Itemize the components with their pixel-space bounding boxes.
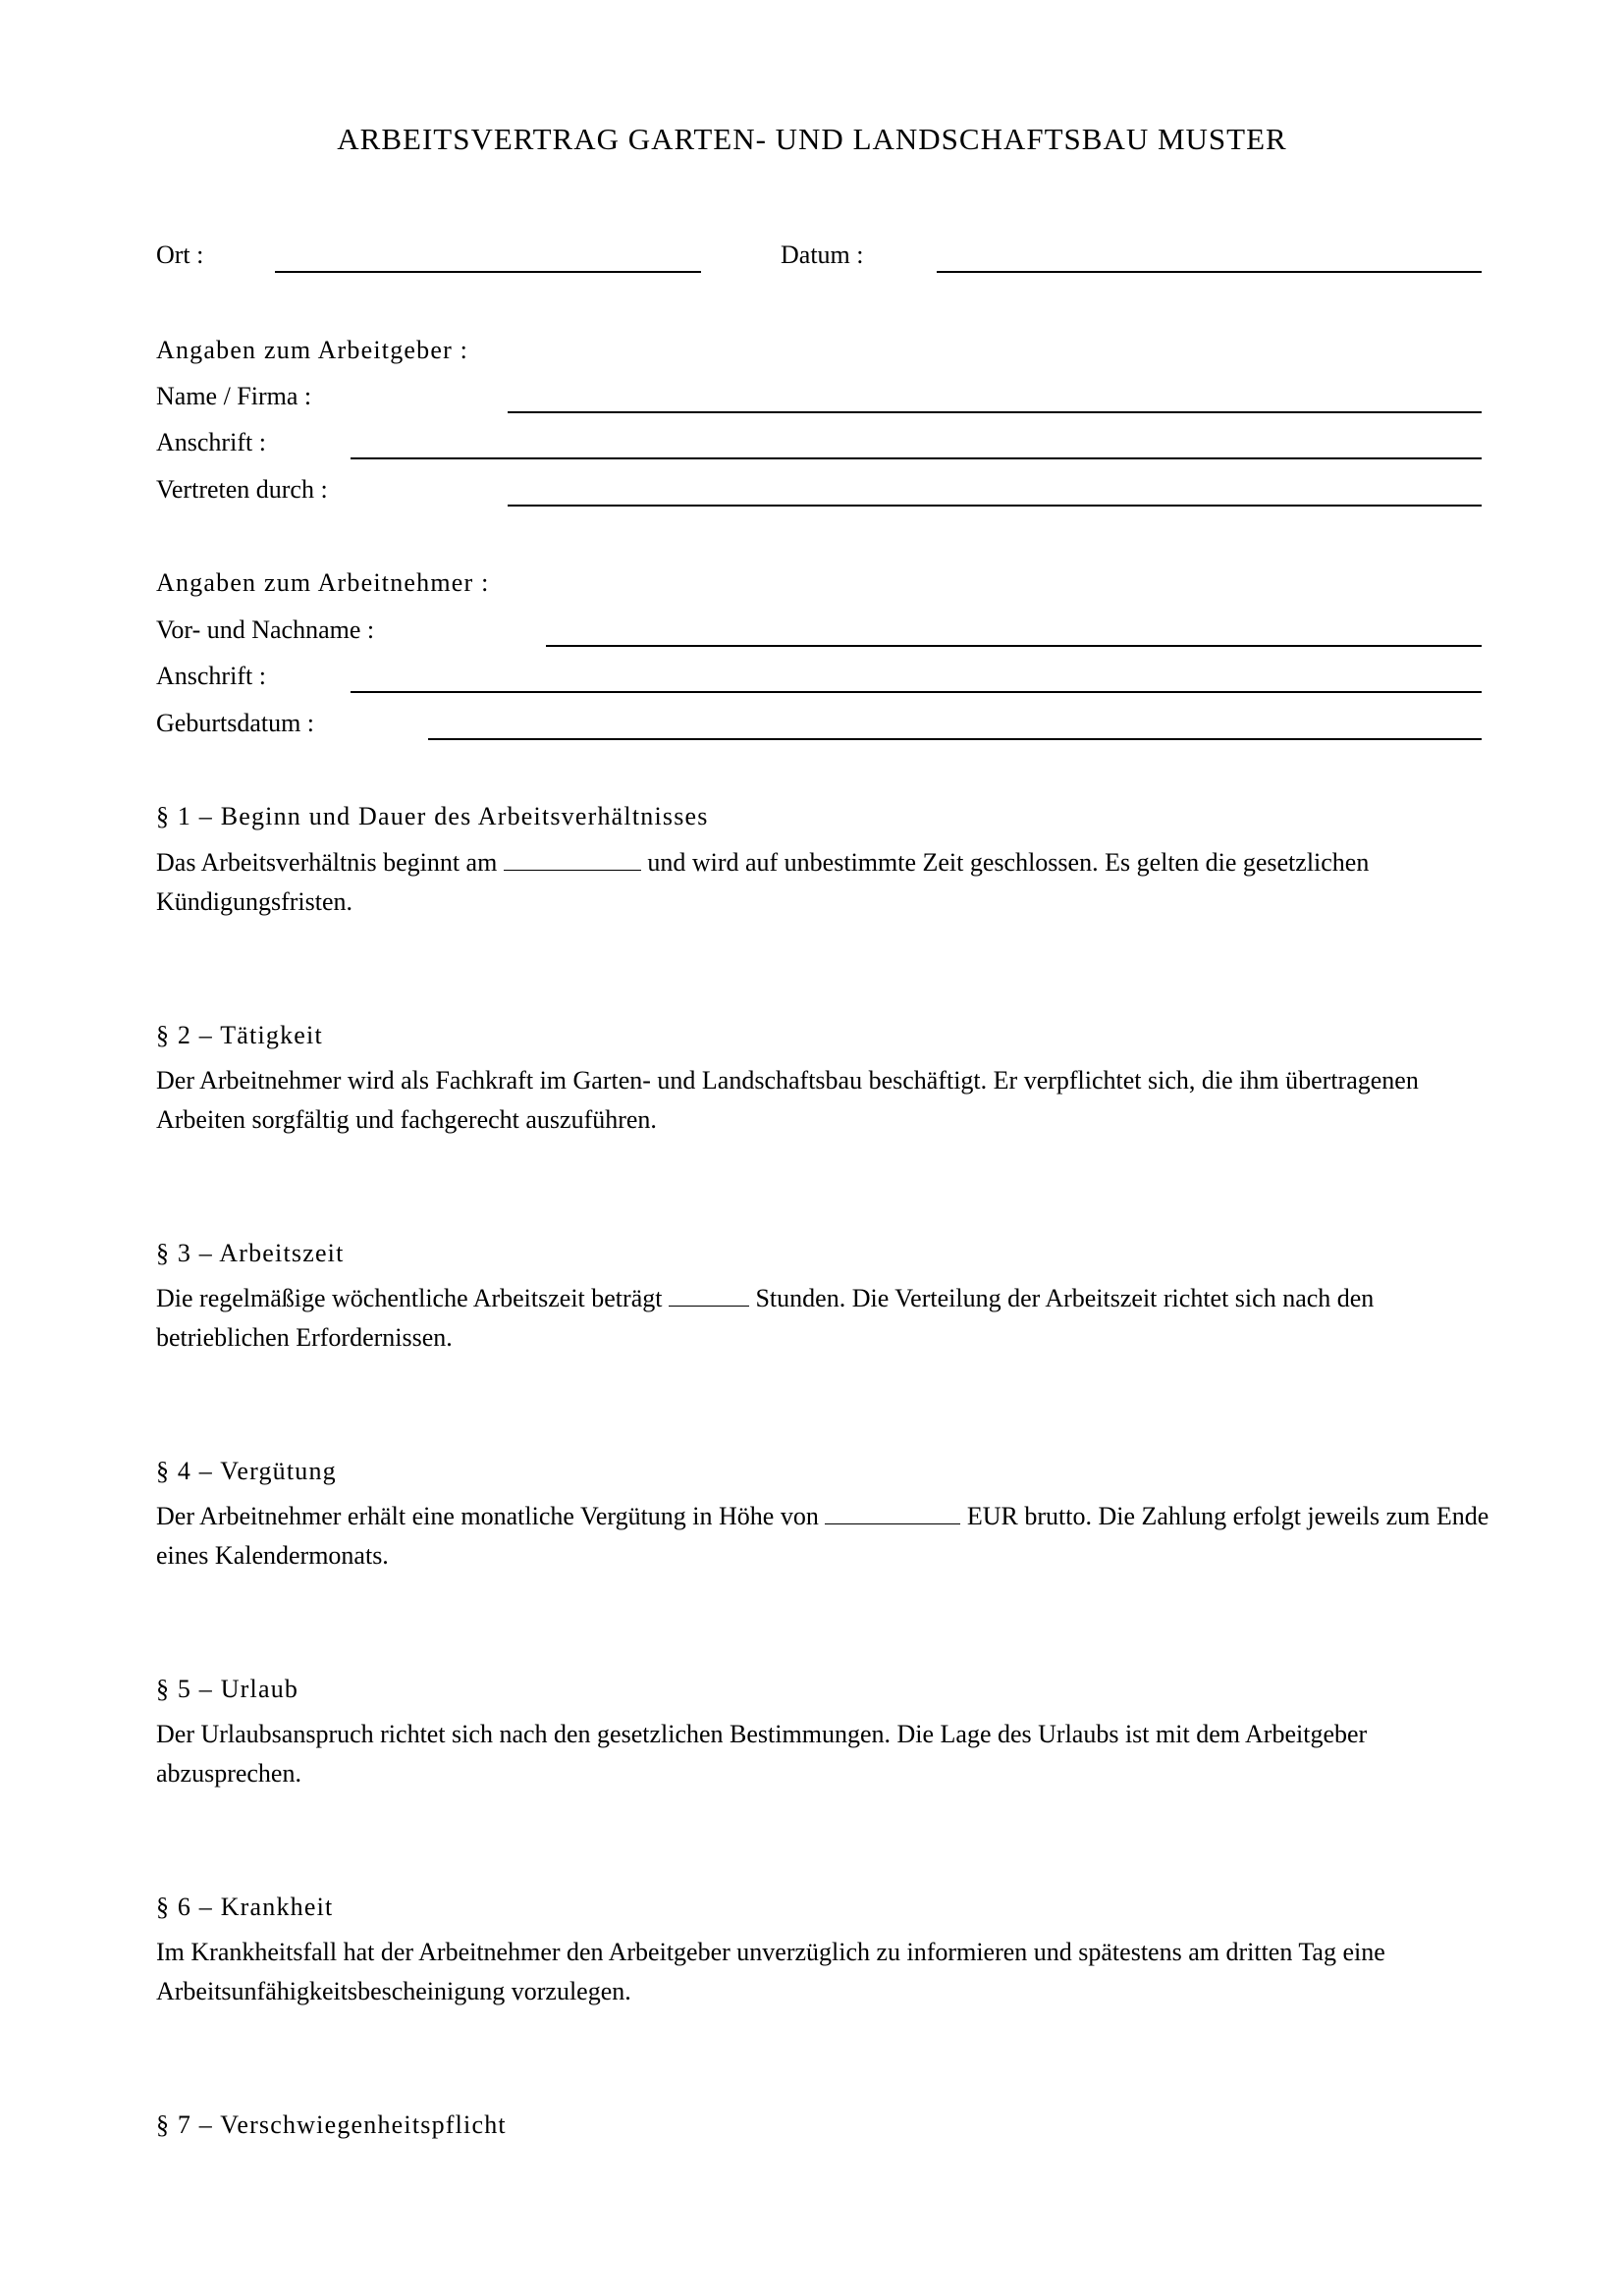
section-1-heading: § 1 – Beginn und Dauer des Arbeitsverhältnisses	[156, 802, 709, 830]
section-4-text-before: Der Arbeitnehmer erhält eine monatliche Vergütung in Höhe von	[156, 1502, 819, 1530]
section-6-text: Im Krankheitsfall hat der Arbeitnehmer den Arbeitgeber unverzüglich zu informieren und spätestens am dritten Tag eine Arbeitsunfähigkeitsbescheinigung vorzulegen.	[156, 1938, 1385, 2005]
employee-birthdate-field[interactable]	[428, 738, 1482, 740]
section-3-text	[156, 1279, 1491, 1358]
section-7-heading: § 7 – Verschwiegenheitspflicht	[156, 2110, 507, 2139]
section-3-heading: § 3 – Arbeitszeit	[156, 1239, 345, 1267]
section-3-text-after: Stunden. Die Verteilung der Arbeitszeit richtet sich nach den betrieblichen Erfordernissen.	[156, 1284, 1375, 1352]
ort-label: Ort :	[156, 240, 204, 269]
employee-name-label: Vor- und Nachname :	[156, 615, 375, 644]
section-2-heading: § 2 – Tätigkeit	[156, 1021, 323, 1049]
ort-field[interactable]	[275, 271, 701, 273]
employee-address-label: Anschrift :	[156, 662, 266, 690]
section-5-text: Der Urlaubsanspruch richtet sich nach den gesetzlichen Bestimmungen. Die Lage des Urlaubs ist mit dem Arbeitgeber abzusprechen.	[156, 1720, 1368, 1788]
document-title: ARBEITSVERTRAG GARTEN- UND LANDSCHAFTSBAU MUSTER	[337, 122, 1287, 156]
employee-name-field[interactable]	[546, 645, 1482, 647]
employer-address-field[interactable]	[351, 457, 1482, 459]
employer-name-label: Name / Firma :	[156, 382, 312, 410]
section-1-text-after: und wird auf unbestimmte Zeit geschlossen. Es gelten die gesetzlichen Kündigungsfristen.	[156, 848, 1370, 916]
employer-heading: Angaben zum Arbeitgeber :	[156, 336, 469, 364]
employer-name-field[interactable]	[508, 411, 1482, 413]
section-1-text	[156, 843, 1491, 922]
employee-heading: Angaben zum Arbeitnehmer :	[156, 568, 490, 597]
section-6-heading: § 6 – Krankheit	[156, 1893, 334, 1921]
employer-represented-field[interactable]	[508, 505, 1482, 507]
employee-address-field[interactable]	[351, 691, 1482, 693]
employee-birthdate-label: Geburtsdatum :	[156, 709, 315, 737]
section-3-text-before: Die regelmäßige wöchentliche Arbeitszeit beträgt	[156, 1284, 663, 1312]
section-4-text	[156, 1497, 1491, 1575]
section-5-heading: § 5 – Urlaub	[156, 1675, 299, 1703]
section-4-heading: § 4 – Vergütung	[156, 1457, 337, 1485]
employer-address-label: Anschrift :	[156, 428, 266, 456]
employer-represented-label: Vertreten durch :	[156, 475, 328, 504]
section-4-text-after: EUR brutto. Die Zahlung erfolgt jeweils zum Ende eines Kalendermonats.	[156, 1502, 1489, 1570]
datum-label: Datum :	[781, 240, 864, 269]
start-date-blank[interactable]	[504, 848, 641, 871]
section-2-text: Der Arbeitnehmer wird als Fachkraft im Garten- und Landschaftsbau beschäftigt. Er verpflichtet sich, die ihm übertragenen Arbeiten sorgfältig und fachgerecht auszuführen.	[156, 1066, 1419, 1134]
section-1-text-before: Das Arbeitsverhältnis beginnt am	[156, 848, 498, 877]
datum-field[interactable]	[937, 271, 1482, 273]
salary-blank[interactable]	[825, 1502, 960, 1524]
hours-blank[interactable]	[669, 1284, 749, 1307]
